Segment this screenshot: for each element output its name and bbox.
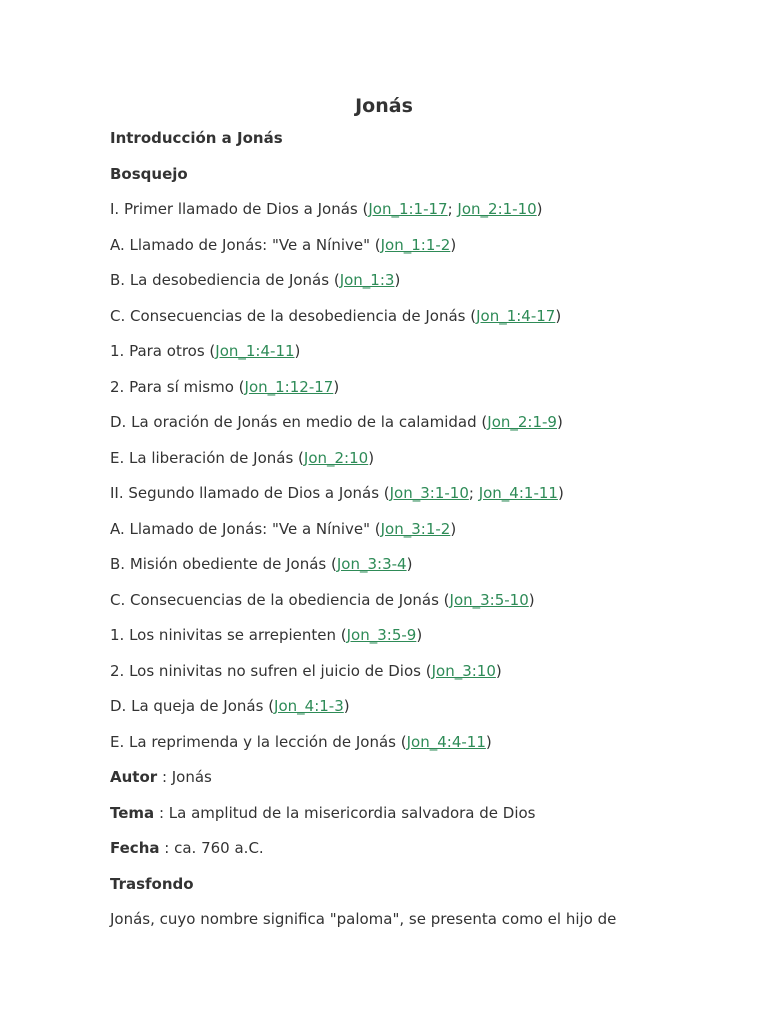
page-title: Jonás — [355, 95, 413, 117]
meta-value: : Jonás — [157, 768, 212, 786]
outline-item — [110, 447, 730, 483]
outline-item-text: 2. Los ninivitas no sufren el juicio de Dios ( — [110, 661, 432, 680]
outline-item-close: ) — [416, 626, 423, 644]
scripture-reference-link[interactable]: Jon_3:1-2 — [380, 519, 451, 538]
scripture-reference-link[interactable]: Jon_1:1-17 — [368, 200, 448, 218]
outline-item — [110, 269, 730, 305]
outline-item — [110, 234, 730, 270]
outline-item — [110, 518, 730, 554]
background-heading: Trasfondo — [110, 874, 194, 893]
meta-item — [110, 766, 730, 802]
document-body — [110, 127, 730, 944]
outline-item — [110, 695, 730, 731]
outline-item-close: ) — [294, 342, 301, 360]
outline-item-text: E. La liberación de Jonás ( — [110, 448, 304, 467]
outline-item-close: ) — [333, 377, 340, 396]
outline-item-close: ) — [394, 271, 401, 289]
scripture-reference-link[interactable]: Jon_1:4-17 — [476, 306, 556, 325]
meta-item — [110, 802, 730, 838]
outline-item-text: C. Consecuencias de la desobediencia de Jonás ( — [110, 306, 477, 325]
background-paragraph: Jonás, cuyo nombre significa "paloma", se presenta como el hijo de — [110, 910, 617, 928]
meta-label: Tema — [110, 803, 155, 822]
outline-item — [110, 305, 730, 341]
meta-label: Fecha — [110, 839, 160, 857]
outline-item-text: 1. Los ninivitas se arrepienten ( — [110, 626, 347, 644]
scripture-reference-link[interactable]: Jon_4:4-11 — [406, 732, 486, 751]
outline-item-close: ) — [450, 519, 457, 538]
outline-item-text: 1. Para otros ( — [110, 342, 216, 360]
outline-item — [110, 482, 730, 518]
ref-separator: ; — [447, 200, 458, 218]
meta-item — [110, 837, 730, 873]
intro-heading: Introducción a Jonás — [110, 129, 283, 147]
outline-item-text: A. Llamado de Jonás: "Ve a Nínive" ( — [110, 519, 381, 538]
meta-value: : La amplitud de la misericordia salvadora de Dios — [154, 803, 536, 822]
outline-item-text: 2. Para sí mismo ( — [110, 377, 245, 396]
meta-label: Autor — [110, 768, 158, 786]
outline-item-text: C. Consecuencias de la obediencia de Jonás ( — [110, 590, 450, 609]
outline-item — [110, 731, 730, 767]
outline-item-text: A. Llamado de Jonás: "Ve a Nínive" ( — [110, 235, 381, 254]
outline-item-text: B. Misión obediente de Jonás ( — [110, 555, 337, 573]
outline-item — [110, 624, 730, 660]
meta-list — [110, 766, 730, 873]
outline-list — [110, 198, 730, 766]
scripture-reference-link[interactable]: Jon_2:10 — [303, 448, 369, 467]
scripture-reference-link[interactable]: Jon_3:1-10 — [389, 484, 469, 502]
outline-item-close: ) — [555, 306, 562, 325]
outline-item — [110, 411, 730, 447]
scripture-reference-link[interactable]: Jon_3:10 — [431, 661, 496, 680]
scripture-reference-link[interactable]: Jon_4:1-3 — [274, 697, 344, 715]
scripture-reference-link[interactable]: Jon_2:1-9 — [487, 413, 557, 431]
scripture-reference-link[interactable]: Jon_3:3-4 — [336, 555, 407, 573]
meta-value: : ca. 760 a.C. — [159, 839, 264, 857]
outline-item — [110, 340, 730, 376]
outline-item-text: E. La reprimenda y la lección de Jonás ( — [110, 732, 407, 751]
outline-item-close: ) — [406, 555, 413, 573]
outline-item-close: ) — [536, 200, 543, 218]
outline-item-text: I. Primer llamado de Dios a Jonás ( — [110, 200, 369, 218]
outline-heading: Bosquejo — [110, 164, 188, 183]
outline-item-close: ) — [450, 235, 457, 254]
outline-item — [110, 589, 730, 625]
scripture-reference-link[interactable]: Jon_3:5-10 — [449, 590, 529, 609]
outline-item-text: II. Segundo llamado de Dios a Jonás ( — [110, 484, 390, 502]
outline-item-close: ) — [368, 448, 375, 467]
outline-item — [110, 660, 730, 696]
ref-separator: ; — [468, 484, 479, 502]
outline-item-text: B. La desobediencia de Jonás ( — [110, 271, 340, 289]
outline-item-close: ) — [495, 661, 502, 680]
outline-item-close: ) — [485, 732, 492, 751]
scripture-reference-link[interactable]: Jon_3:5-9 — [346, 626, 417, 644]
outline-item — [110, 198, 730, 234]
scripture-reference-link[interactable]: Jon_4:1-11 — [478, 484, 558, 502]
scripture-reference-link[interactable]: Jon_1:3 — [339, 271, 395, 289]
scripture-reference-link[interactable]: Jon_1:12-17 — [244, 377, 334, 396]
outline-item — [110, 553, 730, 589]
scripture-reference-link[interactable]: Jon_2:1-10 — [457, 200, 537, 218]
outline-item-close: ) — [343, 697, 350, 715]
outline-item-text: D. La oración de Jonás en medio de la calamidad ( — [110, 413, 488, 431]
scripture-reference-link[interactable]: Jon_1:1-2 — [380, 235, 451, 254]
outline-item-close: ) — [557, 484, 564, 502]
outline-item — [110, 376, 730, 412]
scripture-reference-link[interactable]: Jon_1:4-11 — [215, 342, 295, 360]
outline-item-text: D. La queja de Jonás ( — [110, 697, 275, 715]
outline-item-close: ) — [556, 413, 563, 431]
outline-item-close: ) — [528, 590, 535, 609]
